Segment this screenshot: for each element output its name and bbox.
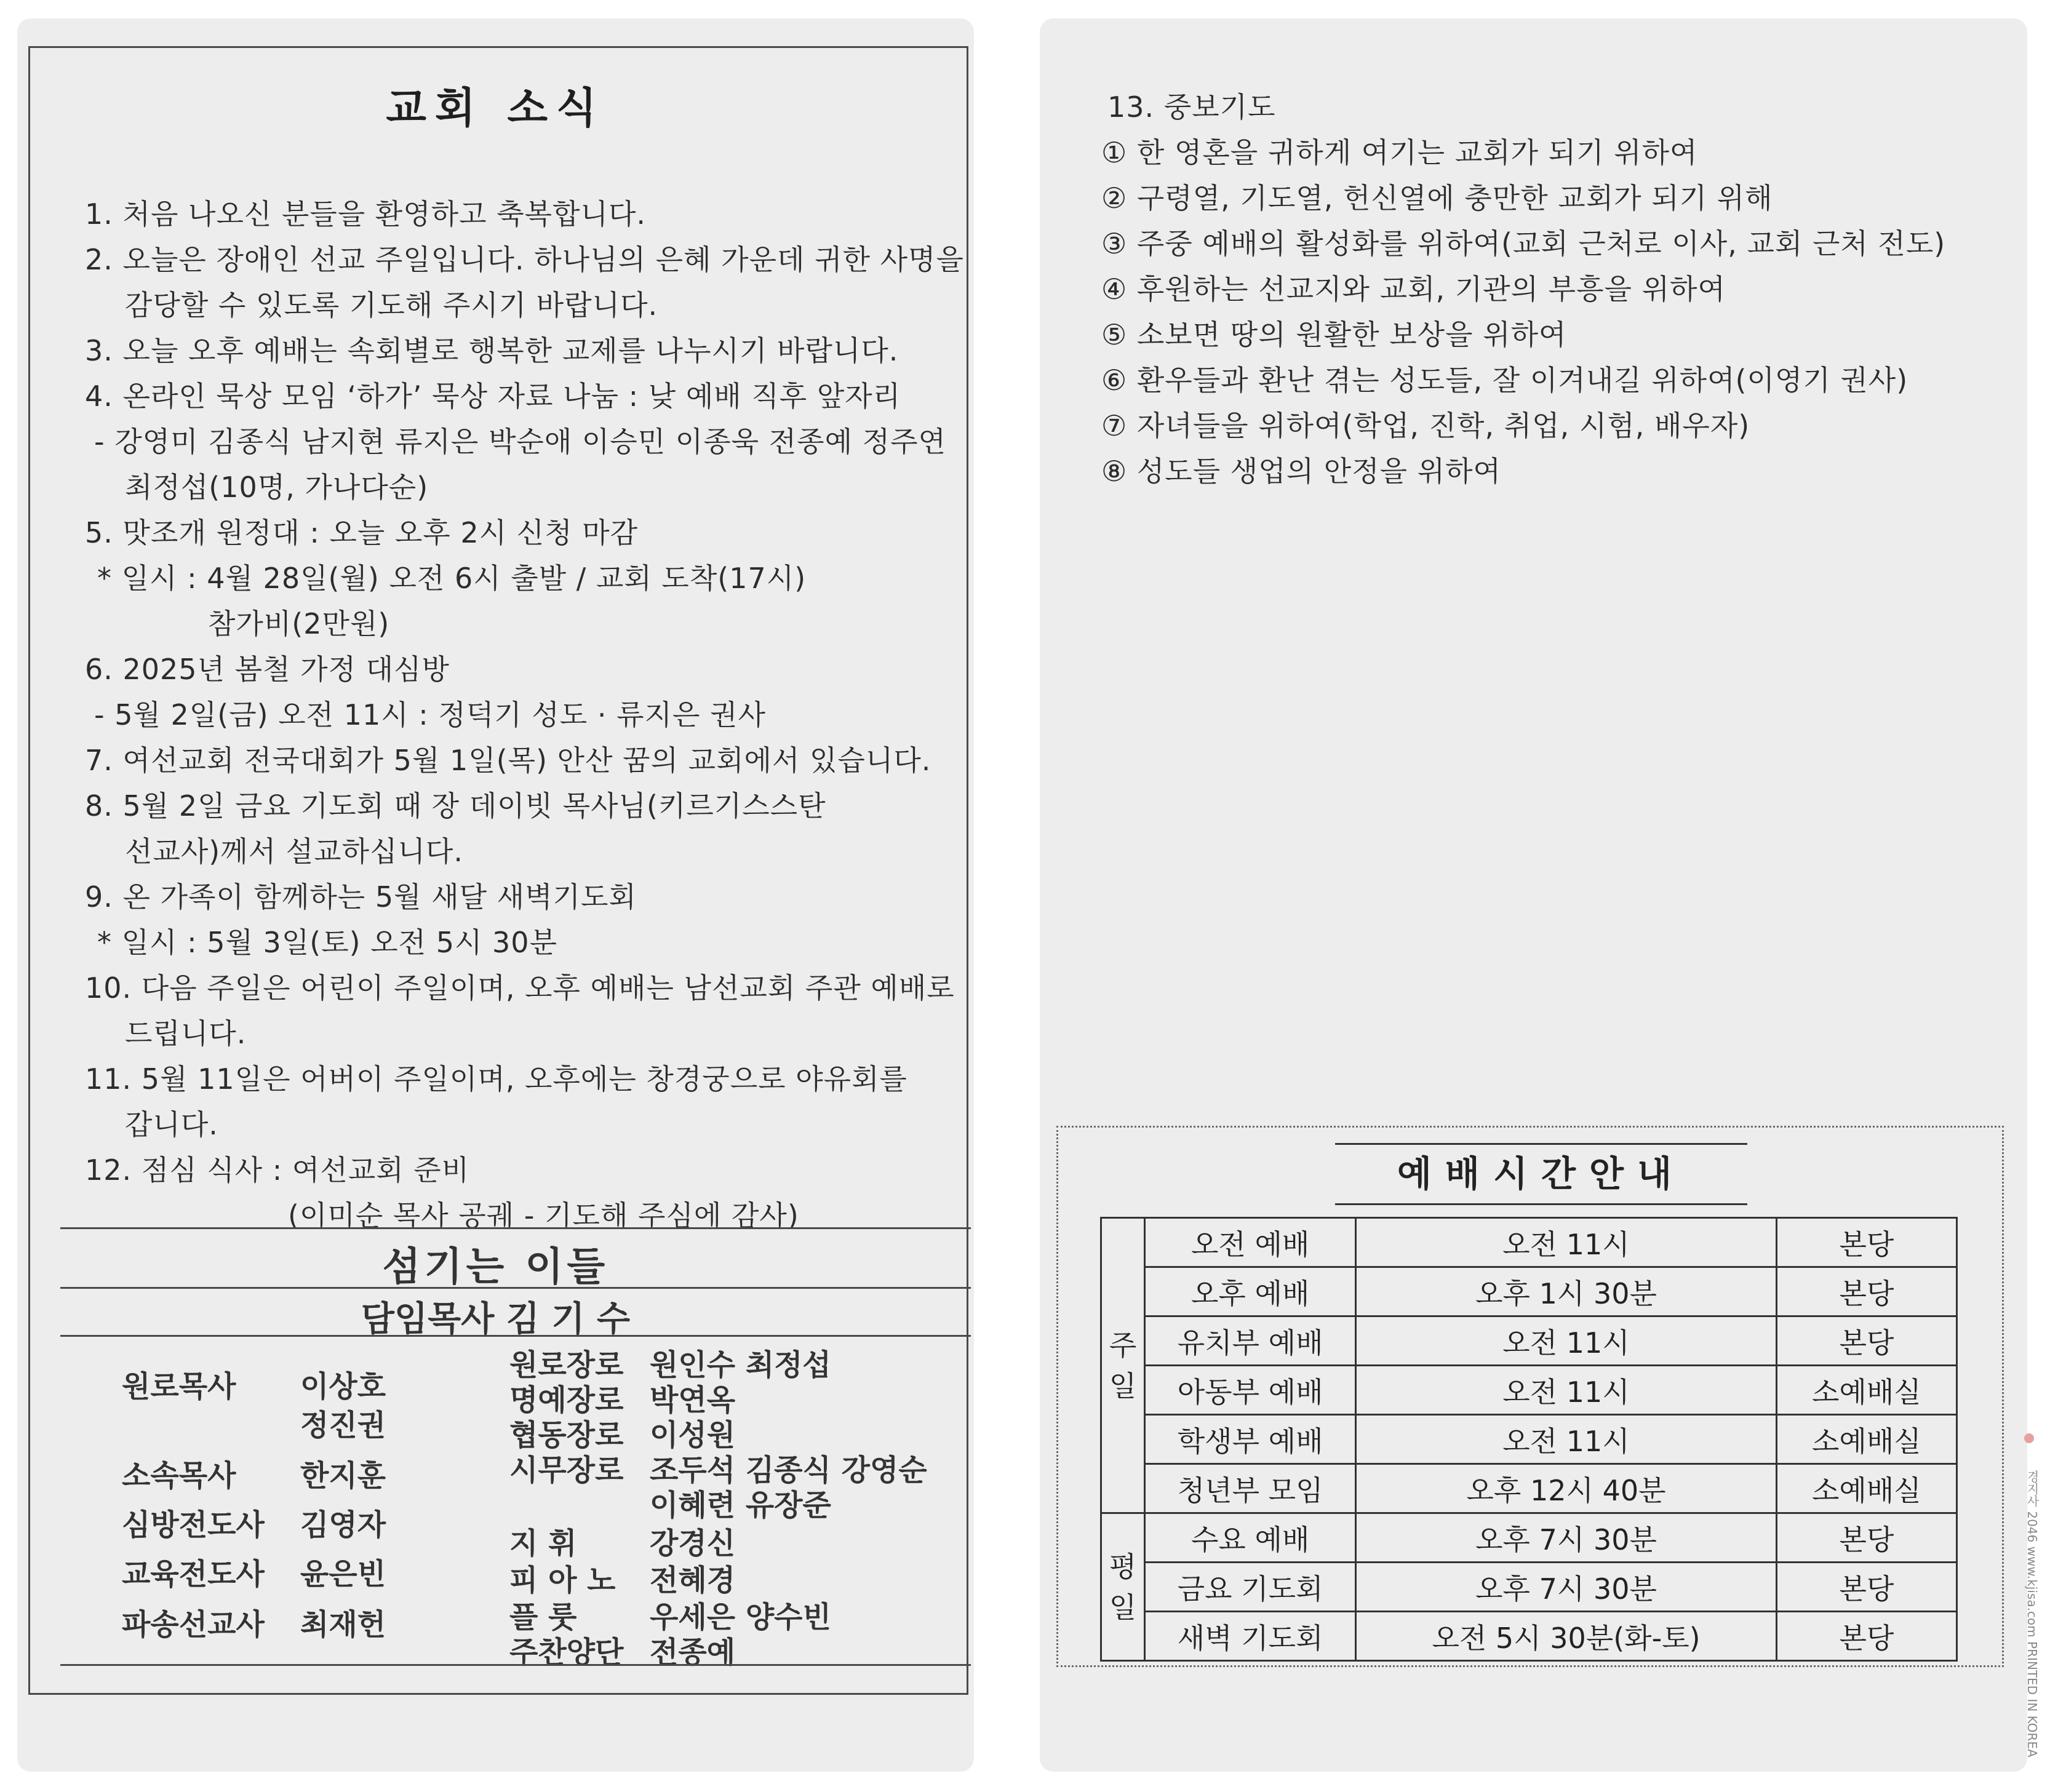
prayer-item: ④ 후원하는 선교지와 교회, 기관의 부흥을 위하여 xyxy=(1101,273,1726,306)
staff-row xyxy=(122,1601,386,1643)
prayer-item: ⑤ 소보면 땅의 원활한 보상을 위하여 xyxy=(1101,318,1567,351)
service-name: 오후 예배 xyxy=(1145,1267,1356,1316)
notice-line: 1. 처음 나오신 분들을 환영하고 축복합니다. xyxy=(85,197,647,231)
notice-line: * 일시 : 4월 28일(월) 오전 6시 출발 / 교회 도착(17시) xyxy=(97,562,807,595)
service-name: 새벽 기도회 xyxy=(1145,1612,1356,1661)
service-name: 청년부 모임 xyxy=(1145,1464,1356,1513)
table-row xyxy=(1101,1218,1957,1267)
service-place: 소예배실 xyxy=(1776,1464,1956,1513)
service-place: 소예배실 xyxy=(1776,1415,1956,1464)
notice-line: 2. 오늘은 장애인 선교 주일입니다. 하나님의 은혜 가운데 귀한 사명을 xyxy=(85,243,964,276)
schedule-title: 예배시간안내 xyxy=(1335,1143,1747,1205)
table-row xyxy=(1101,1513,1957,1563)
notice-line: 11. 5월 11일은 어버이 주일이며, 오후에는 창경궁으로 야유회를 xyxy=(85,1062,907,1096)
staff-names: 김영자 xyxy=(300,1508,386,1542)
elder-role: 명예장로 xyxy=(509,1383,624,1417)
staff-row xyxy=(122,1501,386,1543)
staff-row xyxy=(122,1363,386,1405)
prayer-item: ⑧ 성도들 생업의 안정을 위하여 xyxy=(1101,455,1501,488)
staff-role: 파송선교사 xyxy=(122,1607,265,1642)
notice-line: 4. 온라인 묵상 모임 ‘하가’ 묵상 자료 나눔 : 낮 예배 직후 앞자리 xyxy=(85,380,901,413)
service-place: 소예배실 xyxy=(1776,1366,1956,1415)
service-time: 오전 11시 xyxy=(1356,1218,1776,1267)
elder-names: 이혜련 유장준 xyxy=(650,1488,831,1523)
notice-line: - 5월 2일(금) 오전 11시 : 정덕기 성도 · 류지은 권사 xyxy=(94,698,766,731)
table-row xyxy=(1101,1612,1957,1661)
elder-role: 협동장로 xyxy=(509,1418,624,1452)
elder-names: 원인수 최정섭 xyxy=(650,1348,831,1382)
table-row xyxy=(1101,1464,1957,1513)
table-row xyxy=(1101,1366,1957,1415)
service-place: 본당 xyxy=(1776,1612,1956,1661)
elder-role: 시무장로 xyxy=(509,1453,624,1487)
elder-row xyxy=(509,1556,735,1599)
service-name: 유치부 예배 xyxy=(1145,1316,1356,1366)
group-sunday: 주 일 xyxy=(1101,1218,1145,1513)
prayer-item: ③ 주중 예배의 활성화를 위하여(교회 근처로 이사, 교회 근처 전도) xyxy=(1101,227,1946,260)
table-row xyxy=(1101,1415,1957,1464)
group-weekday: 평 일 xyxy=(1101,1513,1145,1661)
prayer-item: ② 구령열, 기도열, 헌신열에 충만한 교회가 되기 위해 xyxy=(1101,181,1773,215)
staff-names: 이상호 xyxy=(300,1369,386,1404)
elder-role: 지 휘 xyxy=(509,1526,577,1561)
elder-names: 전혜경 xyxy=(650,1563,736,1598)
notice-line: 8. 5월 2일 금요 기도회 때 장 데이빗 목사님(키르기스스탄 xyxy=(85,789,826,822)
staff-row xyxy=(122,1550,386,1593)
table-row xyxy=(1101,1563,1957,1612)
service-place: 본당 xyxy=(1776,1218,1956,1267)
service-time: 오전 11시 xyxy=(1356,1366,1776,1415)
notice-line: 6. 2025년 봄철 가정 대심방 xyxy=(85,653,450,686)
prayer-title: 13. 중보기도 xyxy=(1107,90,1276,124)
divider xyxy=(60,1664,971,1666)
service-place: 본당 xyxy=(1776,1513,1956,1563)
notice-line: - 강영미 김종식 남지현 류지은 박순애 이승민 이종욱 전종예 정주연 xyxy=(94,425,946,458)
elder-role: 플 룻 xyxy=(509,1600,577,1635)
staff-names: 최재헌 xyxy=(300,1607,386,1642)
church-news-title: 교회 소식 xyxy=(386,84,605,133)
notice-line: * 일시 : 5월 3일(토) 오전 5시 30분 xyxy=(97,926,558,959)
staff-role: 심방전도사 xyxy=(122,1508,265,1542)
service-name: 수요 예배 xyxy=(1145,1513,1356,1563)
table-row xyxy=(1101,1316,1957,1366)
elder-row xyxy=(509,1481,831,1524)
service-time: 오후 1시 30분 xyxy=(1356,1267,1776,1316)
notice-line: 드립니다. xyxy=(125,1017,247,1050)
service-place: 본당 xyxy=(1776,1267,1956,1316)
elder-names: 조두석 김종식 강영순 xyxy=(650,1453,927,1487)
service-time: 오전 5시 30분(화-토) xyxy=(1356,1612,1776,1661)
staff-names: 윤은빈 xyxy=(300,1557,386,1591)
divider xyxy=(60,1287,971,1289)
staff-names: 한지훈 xyxy=(300,1459,386,1493)
staff-row xyxy=(122,1401,386,1444)
elder-names: 강경신 xyxy=(650,1526,736,1561)
notice-line: 3. 오늘 오후 예배는 속회별로 행복한 교제를 나누시기 바랍니다. xyxy=(85,334,899,367)
notice-line: (이미순 목사 공궤 - 기도해 주심에 감사) xyxy=(288,1199,799,1232)
service-name: 아동부 예배 xyxy=(1145,1366,1356,1415)
notice-line: 5. 맛조개 원정대 : 오늘 오후 2시 신청 마감 xyxy=(85,516,639,549)
divider xyxy=(60,1335,971,1337)
elder-row xyxy=(509,1519,735,1562)
elder-role: 피 아 노 xyxy=(509,1563,616,1598)
notice-line: 갑니다. xyxy=(125,1108,218,1141)
worship-schedule-box xyxy=(1056,1126,2004,1667)
service-place: 본당 xyxy=(1776,1563,1956,1612)
service-time: 오전 11시 xyxy=(1356,1415,1776,1464)
elder-role: 원로장로 xyxy=(509,1348,624,1382)
printer-mark: 경지사 2046 www.kjisa.com PRINTED IN KOREA xyxy=(2025,1470,2040,1758)
divider xyxy=(60,1227,971,1229)
printer-logo-icon xyxy=(2024,1433,2034,1443)
servants-title: 섬기는 이들 xyxy=(382,1244,609,1290)
senior-pastor: 담임목사 김 기 수 xyxy=(361,1299,631,1339)
notice-line: 최정섭(10명, 가나다순) xyxy=(125,471,429,504)
staff-role: 교육전도사 xyxy=(122,1557,265,1591)
staff-row xyxy=(122,1452,386,1494)
left-page xyxy=(17,18,974,1772)
staff-role: 소속목사 xyxy=(122,1459,236,1493)
service-name: 금요 기도회 xyxy=(1145,1563,1356,1612)
prayer-item: ⑥ 환우들과 환난 겪는 성도들, 잘 이겨내길 위하여(이영기 권사) xyxy=(1101,364,1908,397)
notice-line: 9. 온 가족이 함께하는 5월 새달 새벽기도회 xyxy=(85,880,637,914)
service-time: 오후 12시 40분 xyxy=(1356,1464,1776,1513)
service-time: 오후 7시 30분 xyxy=(1356,1513,1776,1563)
service-time: 오후 7시 30분 xyxy=(1356,1563,1776,1612)
service-time: 오전 11시 xyxy=(1356,1316,1776,1366)
right-page xyxy=(1040,18,2027,1772)
elder-names: 전종예 xyxy=(650,1635,736,1670)
service-name: 학생부 예배 xyxy=(1145,1415,1356,1464)
service-name: 오전 예배 xyxy=(1145,1218,1356,1267)
staff-role: 원로목사 xyxy=(122,1369,236,1404)
notice-line: 참가비(2만원) xyxy=(208,607,390,640)
schedule-table xyxy=(1100,1217,1958,1662)
notice-line: 12. 점심 식사 : 여선교회 준비 xyxy=(85,1153,470,1187)
notice-line: 감당할 수 있도록 기도해 주시기 바랍니다. xyxy=(125,289,658,322)
prayer-item: ① 한 영혼을 귀하게 여기는 교회가 되기 위하여 xyxy=(1101,136,1698,169)
table-row xyxy=(1101,1267,1957,1316)
prayer-item: ⑦ 자녀들을 위하여(학업, 진학, 취업, 시험, 배우자) xyxy=(1101,409,1750,442)
notice-line: 선교사)께서 설교하십니다. xyxy=(125,835,463,868)
staff-names: 정진권 xyxy=(300,1408,386,1443)
notice-line: 7. 여선교회 전국대회가 5월 1일(목) 안산 꿈의 교회에서 있습니다. xyxy=(85,744,931,777)
elder-names: 박연옥 xyxy=(650,1383,736,1417)
notice-line: 10. 다음 주일은 어린이 주일이며, 오후 예배는 남선교회 주관 예배로 xyxy=(85,971,955,1005)
elder-names: 이성원 xyxy=(650,1418,736,1452)
elder-role: 주찬양단 xyxy=(509,1635,624,1670)
elder-names: 우세은 양수빈 xyxy=(650,1600,831,1635)
service-place: 본당 xyxy=(1776,1316,1956,1366)
